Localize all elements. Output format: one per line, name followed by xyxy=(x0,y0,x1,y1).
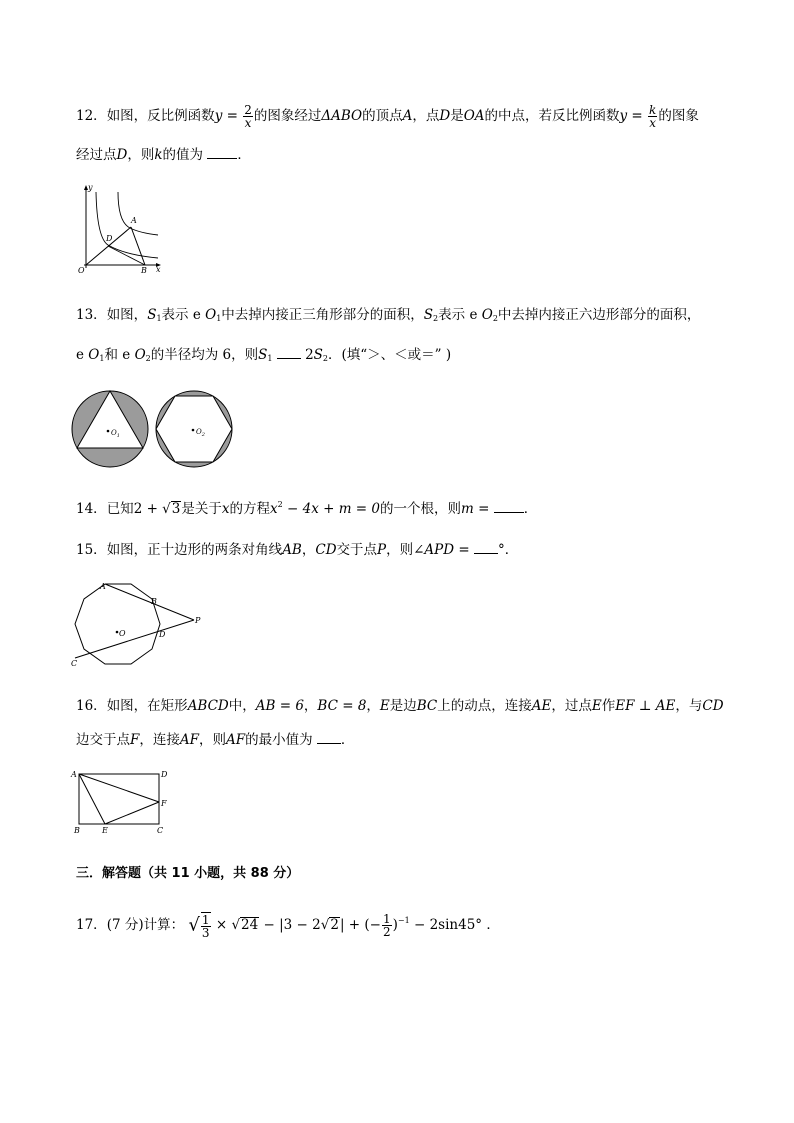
q13-figure xyxy=(70,388,240,470)
label-O2-main: O xyxy=(196,428,202,436)
q16-figure xyxy=(68,766,178,838)
label-D: D xyxy=(106,234,113,243)
q16-E: E xyxy=(591,698,602,714)
decagon xyxy=(75,584,160,664)
q13-text: 中去掉内接正六边形部分的面积， xyxy=(497,307,701,323)
q17-sqrt-frac xyxy=(201,912,211,939)
q12-text: 经过点 xyxy=(76,147,117,163)
q15-AB: AB xyxy=(282,542,302,558)
q14-line: 14．已知2 + √3是关于x的方程$x^2 - 4x + m = 0$的一个根，则m = ． xyxy=(76,500,538,517)
q14-var-m: m xyxy=(461,501,474,517)
q13-O1-sub: 1 xyxy=(99,354,105,363)
label-B: B xyxy=(141,266,147,275)
q12-text: ，点 xyxy=(412,108,440,124)
q13-S2-sub: 2 xyxy=(433,314,439,323)
q12-text: 如图，反比例函数 xyxy=(106,108,215,124)
q15-text: ，则 xyxy=(386,542,414,558)
q17-tail: − 2sin45° ． xyxy=(409,917,500,933)
diagonal-AB-extended xyxy=(105,584,194,620)
q14-text: 是关于 xyxy=(181,501,222,517)
q15-text: 如图，正十边形的两条对角线 xyxy=(106,542,283,558)
q13-text: 的半径均为 6，则 xyxy=(150,347,259,363)
q12-text: ，则 xyxy=(127,147,155,163)
q15-P: P xyxy=(377,542,387,558)
q16-ABCD: ABCD xyxy=(187,698,229,714)
q14-answer-blank[interactable] xyxy=(494,500,524,513)
q16-text: ，连接 xyxy=(139,732,180,748)
q15-text: 交于点 xyxy=(336,542,378,558)
q17-frac-num: 1 xyxy=(201,913,210,927)
q15-text: ， xyxy=(301,542,316,558)
q13-S1: S xyxy=(258,347,268,363)
q16-text: 是边 xyxy=(389,698,417,714)
q12-figure xyxy=(70,180,170,275)
label-F: F xyxy=(161,799,167,808)
q15-answer-blank[interactable] xyxy=(474,541,498,554)
q13-circle-symbol: e xyxy=(192,307,201,323)
q17-pow: −1 xyxy=(397,916,410,925)
q15-figure xyxy=(68,578,208,670)
q13-O1: O xyxy=(205,307,217,323)
q15-eq: = xyxy=(454,542,474,558)
q13-circle-symbol: e xyxy=(76,347,84,363)
label-O1-main: O xyxy=(111,429,117,437)
label-D: D xyxy=(161,770,168,779)
label-A: A xyxy=(71,770,77,779)
q14-text: 的方程 xyxy=(229,501,270,517)
q12-text: 是 xyxy=(450,108,464,124)
label-E: E xyxy=(102,826,108,835)
q14-expr: 2 + xyxy=(133,501,163,517)
q15-text: °． xyxy=(497,542,519,558)
q12-fn2-lhs: y = xyxy=(619,108,643,124)
q13-text: 2 xyxy=(305,347,314,363)
segment-EF xyxy=(105,802,159,824)
q17-abs-b: | + (− xyxy=(339,917,381,933)
label-A: A xyxy=(131,216,137,225)
q14-eq-exp: 2 xyxy=(277,500,283,509)
q16-text: 作 xyxy=(601,698,616,714)
q13-S2: S xyxy=(313,347,323,363)
q14-var-x: x xyxy=(221,501,230,517)
q13-circle-symbol: e xyxy=(469,307,478,323)
q13-answer-blank[interactable] xyxy=(277,346,301,359)
q12-point: A xyxy=(402,108,413,124)
label-x: x xyxy=(156,265,161,274)
q14-eq-sign: = xyxy=(473,501,494,517)
q17-points: (7 分) xyxy=(106,917,144,933)
q16-AE: AE xyxy=(531,698,552,714)
q16-AB-eq: AB = 6 xyxy=(255,698,304,714)
q12-text: 的值为 xyxy=(162,147,204,163)
q17-times: × xyxy=(211,917,232,933)
q16-text: 中， xyxy=(228,698,256,714)
q17-sqrt24: 24 xyxy=(241,917,259,933)
q12-text: 的顶点 xyxy=(362,108,403,124)
q12-var-k: k xyxy=(154,147,163,163)
q12-point: D xyxy=(116,147,128,163)
q13-circle-symbol: e xyxy=(122,347,131,363)
section-3-heading: 三．解答题（共 11 小题，共 88 分） xyxy=(76,866,300,881)
q13-text: 和 xyxy=(104,347,118,363)
q12-number: 12． xyxy=(76,108,107,124)
q16-AF: AF xyxy=(179,732,199,748)
q16-F: F xyxy=(130,732,140,748)
q14-text: ． xyxy=(523,501,538,517)
q16-text: 边交于点 xyxy=(76,732,130,748)
label-A: A xyxy=(100,582,106,591)
center-dot-O2 xyxy=(192,429,195,432)
q13-S1: S xyxy=(147,307,157,323)
label-O: O xyxy=(119,629,126,638)
q16-BC: BC xyxy=(416,698,438,714)
q14-eq-x: x xyxy=(270,501,278,517)
q12-line-2 xyxy=(76,146,251,164)
q15-CD: CD xyxy=(315,542,337,558)
label-O: O xyxy=(78,266,85,275)
q16-line-1: 16．如图，在矩形ABCD中，AB = 6，BC = 8，E是边BC上的动点，连接AE，过点E作EF ⊥ AE，与CD xyxy=(76,698,724,714)
label-C: C xyxy=(157,826,164,835)
q14-text: 的一个根，则 xyxy=(380,501,461,517)
q16-number: 16． xyxy=(76,698,107,714)
q17-text: 计算： xyxy=(143,917,185,933)
q16-text: ，则 xyxy=(199,732,226,748)
center-dot-O1 xyxy=(107,430,110,433)
q12-fn1-fraction xyxy=(243,104,253,129)
q16-perp: EF ⊥ AE xyxy=(615,698,676,714)
label-B: B xyxy=(151,597,157,606)
center-dot-O xyxy=(116,631,119,634)
q16-AF: AF xyxy=(226,732,246,748)
q12-triangle: ΔABO xyxy=(321,108,363,124)
q16-text: ，过点 xyxy=(551,698,592,714)
q17-abs-a: − |3 − 2 xyxy=(259,917,321,933)
label-O2-sub: 2 xyxy=(201,432,205,438)
q17-frac-den: 3 xyxy=(201,926,210,940)
label-D: D xyxy=(159,630,166,639)
q16-E: E xyxy=(379,698,390,714)
q12-text: ． xyxy=(237,147,251,163)
q16-text: 的最小值为 xyxy=(245,732,313,748)
q13-S1-sub: 1 xyxy=(267,354,273,363)
q13-S2: S xyxy=(423,307,434,323)
q16-text: ． xyxy=(340,732,355,748)
diagonal-CD-extended xyxy=(75,620,194,658)
q12-text: 的中点，若反比例函数 xyxy=(484,108,620,124)
q16-BC-eq: BC = 8 xyxy=(317,698,367,714)
q13-number: 13． xyxy=(76,307,107,323)
q12-point: D xyxy=(439,108,451,124)
q12-line-1 xyxy=(76,104,699,129)
q13-text: 表示 xyxy=(161,307,189,323)
q13-text: ．(填“＞、＜或＝” ) xyxy=(328,347,452,363)
q15-angle: ∠APD xyxy=(413,542,455,558)
curve-2-over-x xyxy=(118,192,158,235)
q17-half-num: 1 xyxy=(382,912,391,926)
q12-text: 的图象 xyxy=(658,108,699,124)
q17-number: 17． xyxy=(76,917,107,933)
q12-fn2-den: x xyxy=(649,116,657,130)
q14-sqrt-value: 3 xyxy=(171,501,181,517)
q16-line-2 xyxy=(76,731,354,749)
q13-O1-sub: 1 xyxy=(216,314,222,323)
q14-eq-rest: − 4x + m = 0 xyxy=(282,501,380,517)
label-B: B xyxy=(74,826,80,835)
q17-sqrt2: 2 xyxy=(330,917,339,933)
q12-segment: OA xyxy=(463,108,485,124)
q13-O1: O xyxy=(88,347,100,363)
q14-number: 14． xyxy=(76,501,107,517)
q13-O2: O xyxy=(481,307,493,323)
q16-text: 如图，在矩形 xyxy=(106,698,188,714)
q16-text: 上的动点，连接 xyxy=(437,698,532,714)
q13-S1-sub: 1 xyxy=(156,314,162,323)
q16-text: ，与 xyxy=(675,698,703,714)
q17-half xyxy=(382,913,392,938)
q16-CD: CD xyxy=(702,698,724,714)
q12-fn1-lhs: y = xyxy=(214,108,238,124)
q12-fn1-num: 2 xyxy=(244,103,252,117)
q17-half-den: 2 xyxy=(382,925,391,939)
q17-line: 17．(7 分)计算： √ $\frac{1}{3}$ × √24 − |3 − 2√2| + (− $\frac{1}{2}$ )$^{-1}$ − 2sin45° ． xyxy=(76,912,500,940)
q13-O2-sub: 2 xyxy=(492,314,498,323)
label-O1-sub: 1 xyxy=(116,433,120,439)
q14-text: 已知 xyxy=(106,501,134,517)
q12-fn2-num: k xyxy=(649,103,657,117)
q15-number: 15． xyxy=(76,542,107,558)
q13-line-1 xyxy=(76,306,700,328)
q12-answer-blank[interactable] xyxy=(207,146,237,159)
q13-O2-sub: 2 xyxy=(145,354,151,363)
q12-fn1-den: x xyxy=(244,116,252,130)
label-P: P xyxy=(195,616,201,625)
q17-paren: ) xyxy=(392,917,398,933)
q15-line xyxy=(76,541,518,559)
rectangle-ABCD xyxy=(79,774,159,824)
q12-fn2-fraction xyxy=(648,104,657,129)
q13-text: 如图， xyxy=(106,307,148,323)
q12-text: 的图象经过 xyxy=(253,108,322,124)
q13-line-2 xyxy=(76,346,451,368)
label-C: C xyxy=(71,659,78,668)
q13-S2-sub: 2 xyxy=(322,354,328,363)
q13-text: 中去掉内接正三角形部分的面积， xyxy=(221,307,424,323)
q17-radical-sign: √ xyxy=(188,914,200,936)
q16-answer-blank[interactable] xyxy=(317,731,341,744)
label-y: y xyxy=(88,183,93,192)
q13-O2: O xyxy=(134,347,146,363)
q13-text: 表示 xyxy=(438,307,466,323)
